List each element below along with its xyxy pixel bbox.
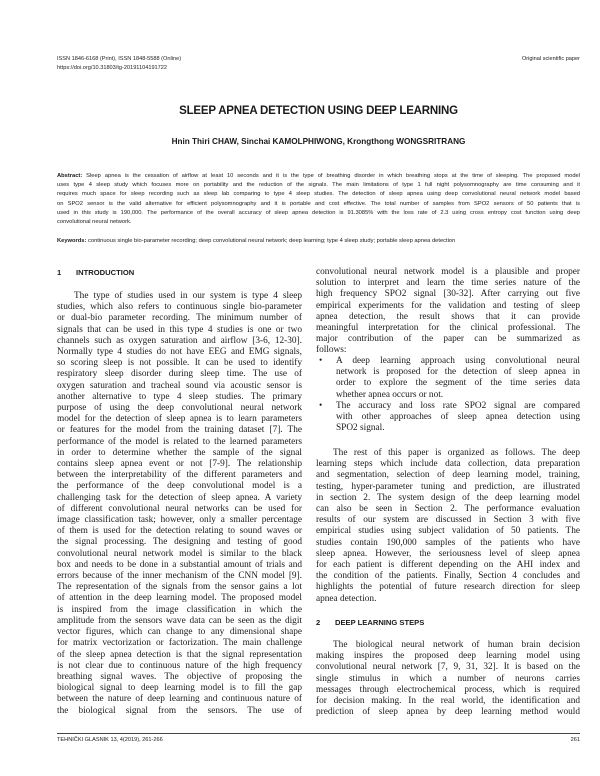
text-line: empirical experiments for the validation and testing of sleep (316, 300, 580, 311)
text-line: and segmentation, selection of deep learning model, training, (316, 470, 580, 481)
text-line: convolutional neural network [7, 9, 31, 32]. It is based on the (316, 662, 580, 673)
paper-type: Original scientific paper (521, 56, 580, 62)
text-line: The type of studies used in our system is type 4 sleep (74, 291, 302, 301)
text-line: of attention in the deep learning model. The proposed model (57, 593, 302, 604)
section-title: INTRODUCTION (76, 268, 135, 277)
text-line: results of our system are discussed in Section 3 with five (316, 515, 580, 526)
text-line: SPO2 signal. (336, 423, 385, 434)
text-line: the signal processing. The designing and testing of good (57, 537, 302, 548)
text-line: follows: (316, 345, 347, 356)
text-line: apnea detection. (316, 593, 377, 604)
text-line: single stimulus in which a number of neurons carries (316, 673, 580, 684)
text-line: The biological neural network of human brain decision (333, 640, 580, 650)
text-line: model for the detection of sleep apnea is to learn parameters (57, 414, 302, 425)
keywords-text: continuous single bio-parameter recording; deep convolutional neural network; deep learning; type 4 sleep study; portable sleep apnea detection (86, 238, 456, 244)
authors: Hnin Thiri CHAW, Sinchai KAMOLPHIWONG, Krongthong WONGSRITRANG (171, 137, 466, 146)
page-number: 261 (570, 737, 580, 743)
text-line: messages through electrochemical process, which is required (316, 684, 580, 695)
text-line: or features for the model from the training dataset [7]. The (57, 425, 302, 436)
text-line: oxygen saturation and tracheal sound via acoustic sensor is (57, 380, 302, 391)
contribution-list (316, 356, 580, 434)
text-line: The representation of the signals from the sensor gains a lot (57, 582, 302, 593)
section-heading-introduction (57, 267, 134, 278)
text-line: contains sleep apnea event or not [7-9]. The relationship (57, 459, 302, 470)
abstract-line: uses type 4 sleep study which focuses more on portability and the reduction of the signals. The main limitations of type 1 full night polysomnography are time consuming and it (57, 182, 580, 189)
list-item (316, 401, 580, 435)
text-line: The rest of this paper is organized as follows. The deep (333, 448, 580, 458)
text-line: learning steps which include data collection, data preparation (316, 459, 580, 470)
abstract-line: on SPO2 sensor is the valid alternative for efficient polysomnography and it is portable and cost effective. The total number of samples from SPO2 sensors of 50 patients that is (57, 200, 580, 207)
text-line: for matrix vectorization or factorization. The main challenge (57, 638, 302, 649)
text-line: signals that can be used in this type 4 studies is one or two (57, 324, 302, 335)
text-line: major contribution of the paper can be summarized as (316, 334, 580, 345)
right-column-paragraph-3 (316, 640, 580, 718)
left-column-paragraph (57, 291, 302, 717)
issn-line: ISSN 1846-6168 (Print), ISSN 1848-5588 (Online) (57, 56, 182, 62)
text-line: making inspires the proposed deep learning model using (316, 651, 580, 662)
text-line: performance of the model is related to the learned parameters (57, 436, 302, 447)
keywords-label: Keywords: (57, 238, 87, 244)
bullet-icon: • (319, 400, 323, 411)
text-line: image classification task; however, only a smaller percentage (57, 515, 302, 526)
abstract-line (57, 172, 580, 181)
text-line: A deep learning approach using convolutional neural (336, 356, 580, 366)
text-line: with other approaches of sleep apnea detection using (336, 412, 580, 423)
text-line: for decision making. In the real world, the identification and (316, 696, 580, 707)
text-line: convolutional neural network model is similar to the black (57, 548, 302, 559)
text-line: can also be seen in Section 2. The performance evaluation (316, 504, 580, 515)
abstract-line: used in this study is 190,000. The performance of the overall accuracy of sleep apnea detection is 91.3085% with the loss rate of 2.3 using cross entropy cost function using deep (57, 209, 580, 216)
section-number: 1 (57, 268, 62, 277)
text-line: channels such as oxygen saturation and airflow [3-6, 12-30]. (57, 335, 302, 346)
bullet-icon: • (319, 356, 323, 366)
text-line: biological signal to deep learning model is to fill the gap (57, 683, 302, 694)
text-line: order to explore the segment of the time series data (336, 378, 580, 389)
text-line: between the nature of deep learning and continuous nature of (57, 694, 302, 705)
abstract (57, 172, 580, 227)
text-line: network is proposed for the detection of sleep apnea in (336, 367, 580, 378)
text-line: or dual-bio parameter recording. The minimum number of (57, 313, 302, 324)
text-line: between the interpretability of the different parameters and (57, 470, 302, 481)
section-number: 2 (316, 618, 321, 627)
text-line: the condition of the patients. Finally, Section 4 concludes and (316, 571, 580, 582)
text-line: studies contain 190,000 samples of the patients who have (316, 537, 580, 548)
text-line: of the sleep apnea detection is that the signal representation (57, 649, 302, 660)
text-line: of them is used for the detection relating to sound waves or (57, 526, 302, 537)
text-line: Normally type 4 studies do not have EEG and EMG signals, (57, 347, 302, 358)
text-line: breathing signal waves. The objective of proposing the (57, 671, 302, 682)
keywords (57, 237, 580, 246)
abstract-line: convolutional neural network. (57, 219, 132, 226)
text-line: prediction of sleep apnea by deep learning method would (316, 707, 580, 718)
text-line: studies, which also refers to continuous single bio-parameter (57, 302, 302, 313)
text-line: empirical studies using subject validation of 50 patients. The (316, 526, 580, 537)
abstract-text: Sleep apnea is the cessation of airflow at least 10 seconds and it is the type of breathing disorder in which breathing stops at the time of sleeping. The proposed model (82, 173, 580, 179)
text-line: solution to interpret and learn the time series nature of the (316, 278, 580, 289)
text-line: vector figures, which can change to any dimensional shape (57, 627, 302, 638)
doi-link[interactable]: https://doi.org/10.31803/tg-20191104191722 (57, 65, 167, 71)
text-line: respiratory sleep disorder during sleep time. The use of (57, 369, 302, 380)
text-line: in order to determine whether the sample of the signal (57, 447, 302, 458)
list-item (316, 356, 580, 401)
section-heading-deep-learning-steps (316, 617, 424, 628)
text-line: challenging task for the detection of sleep apnea. A variety (57, 492, 302, 503)
text-line: the biological signal from the sensors. The use of (57, 705, 302, 716)
text-line: apnea detection, the result shows that it can provide (316, 311, 580, 322)
footer-rule (57, 733, 580, 734)
text-line: errors because of the inner mechanism of the CNN model [9]. (57, 571, 302, 582)
text-line: is not clear due to continuous nature of the high frequency (57, 660, 302, 671)
abstract-label: Abstract: (57, 173, 83, 179)
text-line: for each patient is different depending on the AHI index and (316, 560, 580, 571)
text-line: sleep apnea. However, the seriousness level of sleep apnea (316, 548, 580, 559)
text-line: meaningful interpretation for the clinical professional. The (316, 323, 580, 334)
text-line: box and needs to be done in a substantial amount of trials and (57, 559, 302, 570)
footer-journal: TEHNIČKI GLASNIK 13, 4(2019), 261-266 (57, 737, 163, 743)
right-column-paragraph-2 (316, 448, 580, 605)
text-line: testing, hyper-parameter tuning and prediction, are illustrated (316, 481, 580, 492)
text-line: another alternative to type 4 sleep studies. The primary (57, 391, 302, 402)
text-line: The accuracy and loss rate SPO2 signal are compared (336, 400, 580, 411)
text-line: of different convolutional neural networks can be used for (57, 503, 302, 514)
text-line: amplitude from the sensors wave data can be seen as the digit (57, 615, 302, 626)
right-column-paragraph-1 (316, 267, 580, 357)
abstract-line: requires much space for sleep recording such as sleep lab comparing to type 4 sleep studies. The detection of sleep apnea using deep convolutional neural network model based (57, 191, 580, 198)
text-line: so scoring sleep is not possible. It can be used to identify (57, 358, 302, 369)
text-line: convolutional neural network model is a plausible and proper (316, 267, 580, 277)
paper-title: SLEEP APNEA DETECTION USING DEEP LEARNING (179, 105, 458, 117)
text-line: the performance of the deep convolutional model is a (57, 481, 302, 492)
text-line: is inspired from the image classification in which the (57, 604, 302, 615)
text-line: whether apnea occurs or not. (336, 389, 444, 400)
text-line: purpose of using the deep convolutional neural network (57, 403, 302, 414)
section-title: DEEP LEARNING STEPS (335, 618, 425, 627)
text-line: highlights the potential of future research direction for sleep (316, 582, 580, 593)
text-line: in section 2. The system design of the deep learning model (316, 492, 580, 503)
text-line: high frequency SPO2 signal [30-32]. After carrying out five (316, 289, 580, 300)
